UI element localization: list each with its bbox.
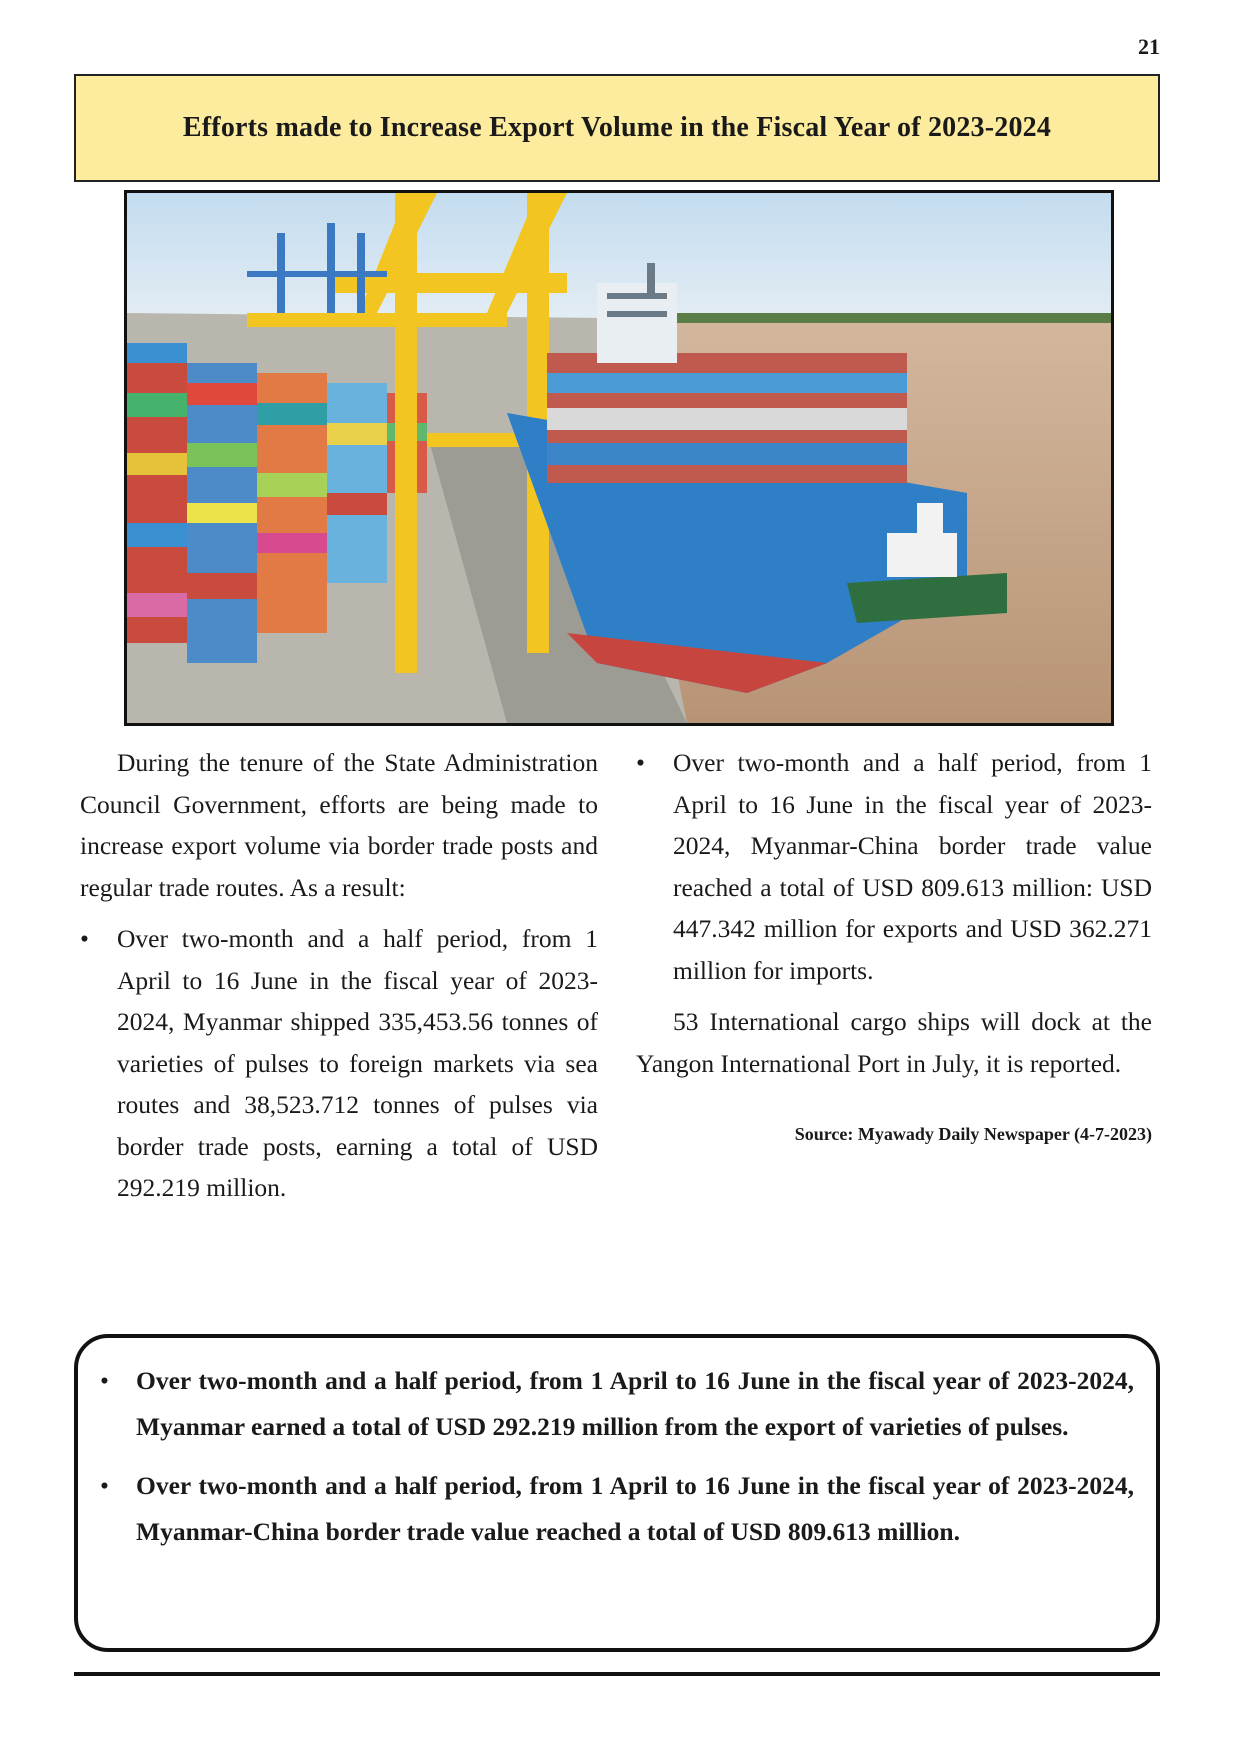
bullet-icon: • — [80, 924, 89, 953]
source-citation: Source: Myawady Daily Newspaper (4-7-2023) — [794, 1124, 1152, 1144]
summary-text: Over two-month and a half period, from 1 April to 16 June in the fiscal year of 2023-2024, Myanmar-China border trade value reached a total of USD 809.613 million. — [136, 1471, 1134, 1546]
list-item — [100, 1463, 1134, 1554]
bullet-text: Over two-month and a half period, from 1 April to 16 June in the fiscal year of 2023-2024, Myanmar-China border trade value reached a total of USD 809.613 million: USD 447.342 million for exports and USD 362.271 million for imports. — [673, 748, 1152, 985]
bullet-icon: • — [100, 1471, 109, 1500]
bullet-icon: • — [100, 1366, 109, 1395]
intro-paragraph: During the tenure of the State Administration Council Government, efforts are being made to increase export volume via border trade posts and regular trade routes. As a result: — [80, 748, 598, 902]
port-photo — [124, 190, 1114, 726]
summary-box — [74, 1334, 1160, 1652]
summary-text: Over two-month and a half period, from 1 April to 16 June in the fiscal year of 2023-2024, Myanmar earned a total of USD 292.219 million from the export of varieties of pulses. — [136, 1366, 1134, 1441]
bullet-text: Over two-month and a half period, from 1 April to 16 June in the fiscal year of 2023-2024, Myanmar shipped 335,453.56 tonnes of varieties of pulses to foreign markets via sea routes and 38,523.712 tonnes of pulses via border trade posts, earning a total of USD 292.219 million. — [117, 924, 598, 1202]
right-column — [636, 742, 1152, 1146]
page-number: 21 — [1138, 34, 1160, 59]
title-banner — [74, 74, 1160, 182]
list-item — [100, 1358, 1134, 1449]
port-paragraph: 53 International cargo ships will dock at the Yangon International Port in July, it is reported. — [636, 1007, 1152, 1078]
right-bullet-list — [636, 742, 1152, 991]
left-column — [80, 742, 598, 1209]
left-bullet-list — [80, 918, 598, 1209]
bullet-icon: • — [636, 748, 645, 777]
page-title: Efforts made to Increase Export Volume in the Fiscal Year of 2023-2024 — [182, 112, 1052, 143]
list-item — [636, 742, 1152, 991]
summary-list — [100, 1358, 1134, 1554]
list-item — [80, 918, 598, 1209]
bottom-divider — [74, 1672, 1160, 1676]
container-port-photo-icon — [127, 193, 1111, 723]
